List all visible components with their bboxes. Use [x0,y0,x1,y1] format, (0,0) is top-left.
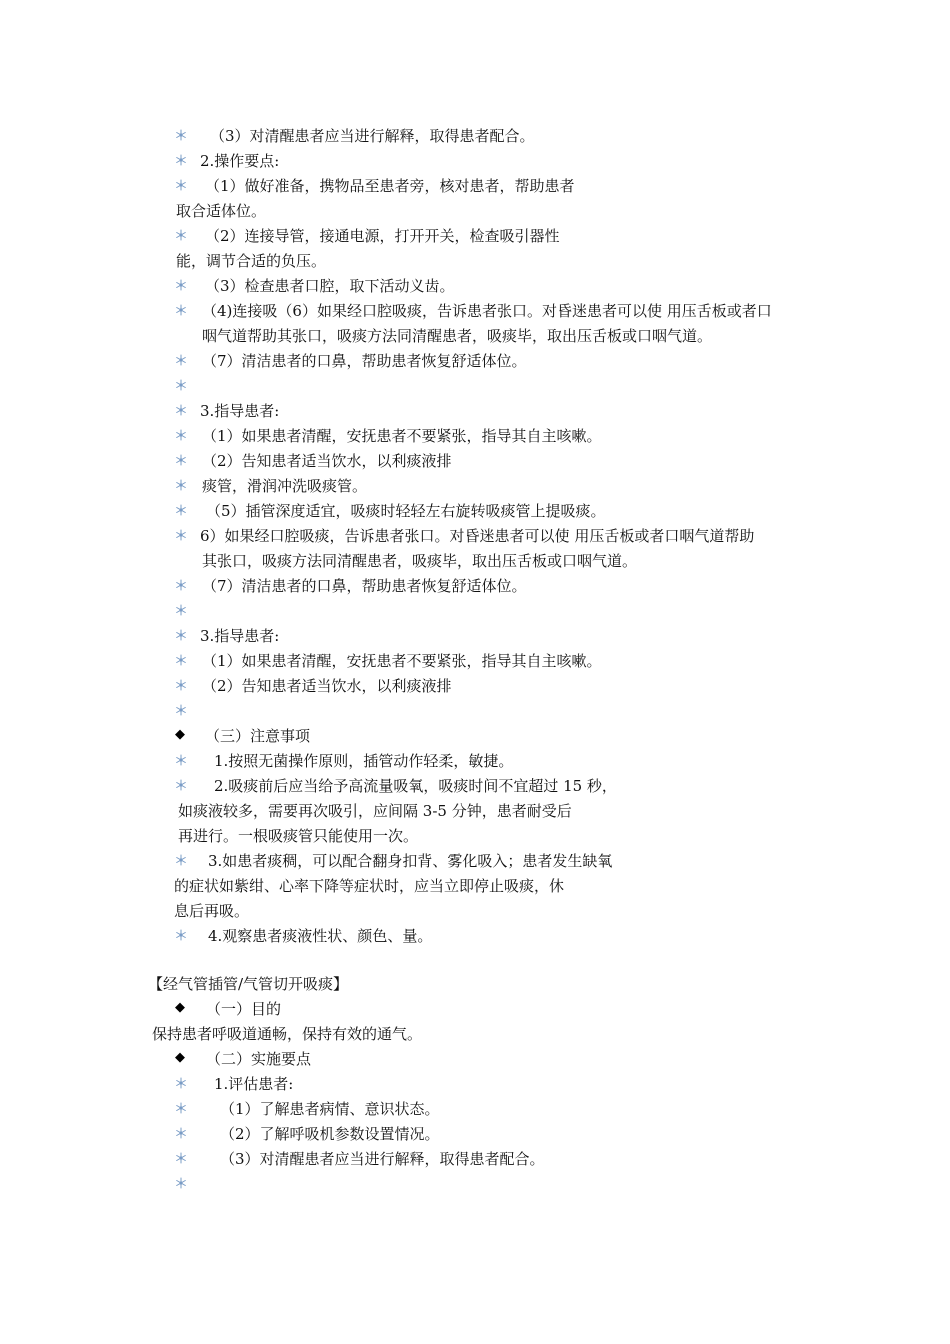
text-line: 1.评估患者: [214,1075,294,1093]
text-line: （2）了解呼吸机参数设置情况。 [220,1125,440,1143]
snowflake-bullet-icon [175,129,187,141]
section-heading: （三）注意事项 [205,727,311,745]
text-line: （2）连接导管，接通电源，打开开关，检查吸引器性 [205,227,560,245]
text-line: （3）对清醒患者应当进行解释，取得患者配合。 [210,127,535,145]
text-line: （1）了解患者病情、意识状态。 [220,1100,440,1118]
text-line: 其张口，吸痰方法同清醒患者，吸痰毕，取出压舌板或口咽气道。 [202,552,638,570]
text-line: （2）告知患者适当饮水，以利痰液排 [202,452,452,470]
snowflake-bullet-icon [175,504,187,516]
snowflake-bullet-icon [175,404,187,416]
snowflake-bullet-icon [175,304,187,316]
text-line: （1）如果患者清醒，安抚患者不要紧张，指导其自主咳嗽。 [202,652,602,670]
snowflake-bullet-icon [175,1127,187,1139]
text-line: （7）清洁患者的口鼻，帮助患者恢复舒适体位。 [202,577,527,595]
text-line: 息后再吸。 [174,902,250,920]
snowflake-bullet-icon [175,1077,187,1089]
text-line: （3）对清醒患者应当进行解释，取得患者配合。 [220,1150,545,1168]
snowflake-bullet-icon [175,654,187,666]
snowflake-bullet-icon [175,754,187,766]
text-line: （1）如果患者清醒，安抚患者不要紧张，指导其自主咳嗽。 [202,427,602,445]
snowflake-bullet-icon [175,379,187,391]
text-line: 3.指导患者: [200,627,280,645]
snowflake-bullet-icon [175,454,187,466]
text-line: 保持患者呼吸道通畅，保持有效的通气。 [152,1025,423,1043]
text-line: 痰管，滑润冲洗吸痰管。 [202,477,368,495]
text-line: 3.指导患者: [200,402,280,420]
snowflake-bullet-icon [175,354,187,366]
snowflake-bullet-icon [175,1152,187,1164]
snowflake-bullet-icon [175,779,187,791]
snowflake-bullet-icon [175,629,187,641]
text-line: （4)连接吸（6）如果经口腔吸痰，告诉患者张口。对昏迷患者可以使 用压舌板或者口 [202,302,772,320]
snowflake-bullet-icon [175,929,187,941]
snowflake-bullet-icon [175,1177,187,1189]
section-heading: （二）实施要点 [206,1050,312,1068]
diamond-bullet-icon: ◆ [175,1050,185,1065]
text-line: （1）做好准备，携物品至患者旁，核对患者，帮助患者 [205,177,575,195]
snowflake-bullet-icon [175,704,187,716]
text-line: 4.观察患者痰液性状、颜色、量。 [208,927,433,945]
diamond-bullet-icon: ◆ [175,727,185,742]
text-line: 咽气道帮助其张口，吸痰方法同清醒患者，吸痰毕，取出压舌板或口咽气道。 [202,327,713,345]
text-line: 2.吸痰前后应当给予高流量吸氧，吸痰时间不宜超过 15 秒， [214,777,617,795]
snowflake-bullet-icon [175,529,187,541]
snowflake-bullet-icon [175,479,187,491]
snowflake-bullet-icon [175,154,187,166]
text-line: 取合适体位。 [176,202,267,220]
text-line: 3.如患者痰稠，可以配合翻身扣背、雾化吸入；患者发生缺氧 [208,852,613,870]
text-line: （7）清洁患者的口鼻，帮助患者恢复舒适体位。 [202,352,527,370]
text-line: 2.操作要点: [200,152,280,170]
snowflake-bullet-icon [175,429,187,441]
text-line: （5）插管深度适宜，吸痰时轻轻左右旋转吸痰管上提吸痰。 [206,502,606,520]
snowflake-bullet-icon [175,854,187,866]
section-title: 【经气管插管/气管切开吸痰】 [148,975,349,993]
snowflake-bullet-icon [175,229,187,241]
text-line: 6）如果经口腔吸痰，告诉患者张口。对昏迷患者可以使 用压舌板或者口咽气道帮助 [200,527,755,545]
text-line: （2）告知患者适当饮水，以利痰液排 [202,677,452,695]
diamond-bullet-icon: ◆ [175,1000,185,1015]
snowflake-bullet-icon [175,279,187,291]
text-line: 能，调节合适的负压。 [176,252,327,270]
snowflake-bullet-icon [175,679,187,691]
text-line: 1.按照无菌操作原则，插管动作轻柔，敏捷。 [214,752,514,770]
snowflake-bullet-icon [175,1102,187,1114]
snowflake-bullet-icon [175,579,187,591]
text-line: 如痰液较多，需要再次吸引，应间隔 3-5 分钟，患者耐受后 [178,802,572,820]
snowflake-bullet-icon [175,179,187,191]
text-line: 的症状如紫绀、心率下降等症状时，应当立即停止吸痰，休 [174,877,565,895]
snowflake-bullet-icon [175,604,187,616]
text-line: （3）检查患者口腔，取下活动义齿。 [205,277,455,295]
section-heading: （一）目的 [206,1000,282,1018]
text-line: 再进行。一根吸痰管只能使用一次。 [178,827,419,845]
